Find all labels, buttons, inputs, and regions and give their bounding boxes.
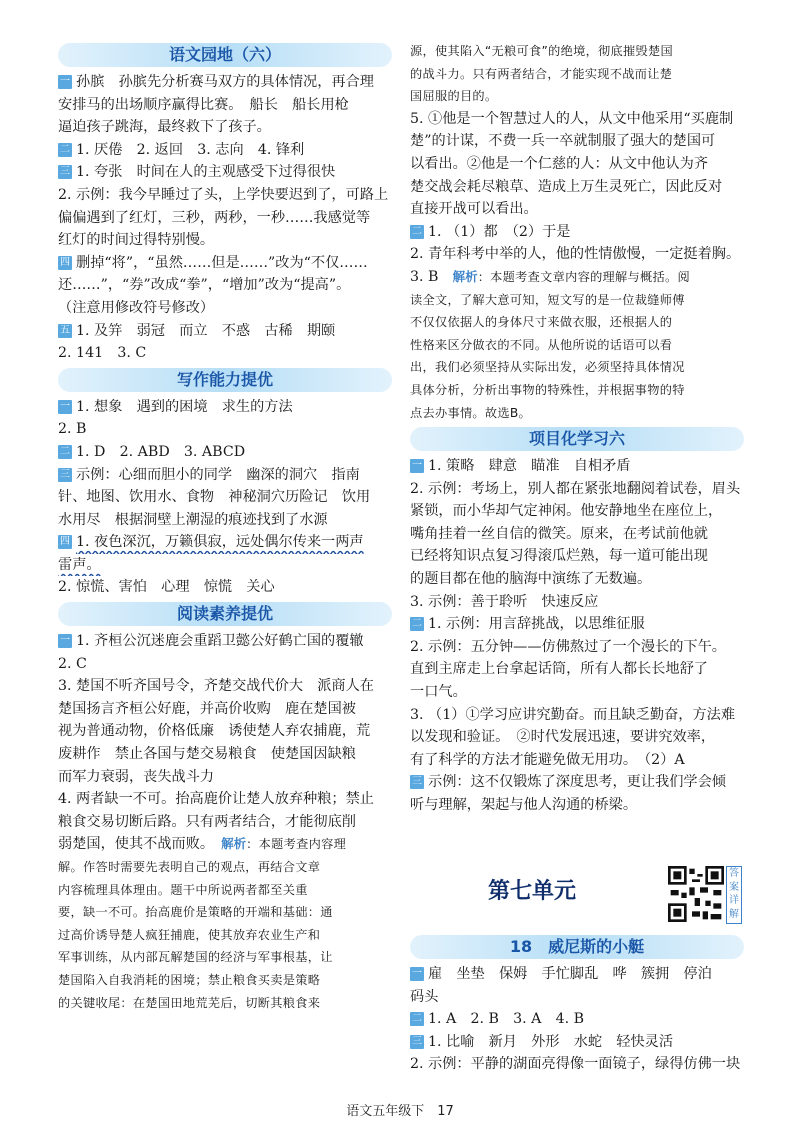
- answer-line: 二 1. 厌倦 2. 返回 3. 志向 4. 锋利: [60, 141, 305, 158]
- answer-line: 二 1. 示例：用言辞挑战，以思维征服: [412, 616, 645, 633]
- answer-line: 视为普通动物，价格低廉 诱使楚人弃农捕鹿，荒: [58, 723, 371, 740]
- qr-code-icon[interactable]: [668, 866, 724, 922]
- answer-line: 三 示例：这不仅锻炼了深度思考，更让我们学会倾: [412, 774, 726, 791]
- answer-line: 3. B 解析：本题考查文章内容的理解与概括。阅: [410, 268, 690, 285]
- analysis-line: 解。作答时需要先表明自己的观点，再结合文章: [58, 860, 321, 874]
- answer-line: 偏偏遇到了红灯，三秒，两秒，一秒……我感觉等: [58, 209, 371, 226]
- page-footer: 语文五年级下 17: [346, 1104, 454, 1119]
- answer-line: 2. 示例：平静的湖面亮得像一面镜子，绿得仿佛一块: [410, 1056, 741, 1073]
- analysis-label: 解析: [452, 268, 478, 284]
- answer-line: 水用尽 根据洞壁上潮湿的痕迹找到了水源: [58, 511, 328, 528]
- answer-detail-tag: 答案详解: [726, 866, 742, 924]
- answer-line: 粮食交易切断后路。只有两者结合，才能彻底削: [58, 813, 356, 830]
- analysis-line: 出，我们必须坚持从实际出发，必须坚持具体情况: [410, 360, 685, 375]
- answer-line: 听与理解，架起与他人沟通的桥梁。: [410, 797, 638, 813]
- section-mark: 一: [60, 76, 70, 87]
- answer-line: 3. 楚国不听齐国号令，齐楚交战代价大 派商人在: [58, 678, 374, 695]
- answer-line: 的题目都在他的脑海中演练了无数遍。: [410, 571, 652, 588]
- answer-line: 已经将知识点复习得滚瓜烂熟，每一道可能出现: [410, 548, 708, 565]
- analysis-line: 的关键收尾：在楚国田地荒芜后，切断其粮食来: [58, 995, 321, 1010]
- answer-line: 三 1. 比喻 新月 外形 水蛇 轻快灵活: [412, 1033, 674, 1050]
- analysis-line: 源，使其陷入“无粮可食”的绝境，彻底摧毁楚国: [410, 44, 673, 58]
- answer-line: 四 1. 夜色深沉，万籁俱寂，远处偶尔传来一两声: [60, 534, 364, 551]
- section-mark: 一: [412, 968, 422, 979]
- answer-line: 2. 示例：我今早睡过了头，上学快要迟到了，可路上: [58, 186, 389, 203]
- section-banner-yuwenyuandi: 语文园地（六）: [58, 43, 392, 67]
- answer-line: 二 1. （1）都 （2）于是: [412, 223, 571, 240]
- analysis-line: 点去办事情。故选B。: [410, 405, 532, 420]
- answer-line: 一 孙膑 孙膑先分析赛马双方的具体情况，再合理: [60, 74, 374, 90]
- section-mark: 二: [412, 1013, 422, 1025]
- answer-line: 一 雇 坐垫 保姆 手忙脚乱 哗 簇拥 停泊: [412, 966, 712, 982]
- answer-line: 五 1. 及笄 弱冠 而立 不惑 古稀 期颐: [60, 322, 336, 339]
- section-banner-xiangmu: 项目化学习六: [410, 427, 744, 451]
- answer-line: 而军力衰弱，丧失战斗力: [58, 768, 215, 785]
- answer-line: 2. 141 3. C: [58, 345, 147, 362]
- section-mark: 四: [60, 256, 70, 268]
- answer-line: 二 1. D 2. ABD 3. ABCD: [60, 443, 246, 460]
- right-column: [410, 40, 744, 817]
- answer-line: 2. C: [58, 655, 87, 672]
- left-column: [58, 40, 392, 1014]
- answer-line: 废耕作 禁止各国与楚交易粮食 使楚国因缺粮: [58, 746, 356, 763]
- section-banner-lesson-18: 18 威尼斯的小艇: [410, 935, 744, 959]
- answer-line: 四 删掉“将”，“虽然……但是……”改为“不仅……: [60, 254, 368, 271]
- answer-line: 一 1. 策略 肆意 瞄准 自相矛盾: [412, 458, 631, 475]
- answer-line: 雷声。: [58, 556, 101, 573]
- answer-line: 楚交战会耗尽粮草、造成上万生灵死亡，因此反对: [410, 178, 723, 195]
- section-mark: 四: [60, 536, 70, 548]
- answer-line: 4. 两者缺一不可。抬高鹿价让楚人放弃种粮；禁止: [58, 791, 374, 808]
- analysis-line: 楚国陷入自我消耗的困境；禁止粮食买卖是策略: [58, 972, 321, 987]
- answer-line: 有了科学的方法才能避免做无用功。 （2）A: [410, 751, 685, 768]
- answer-line: 紧锁，而小华却气定神闲。他安静地坐在座位上，: [410, 503, 723, 520]
- answer-line: 楚”的计谋，不费一兵一卒就制服了强大的楚国可: [410, 133, 716, 150]
- answer-line: 2. 示例：考场上，别人都在紧张地翻阅着试卷，眉头: [410, 480, 741, 497]
- answer-line: 一口气。: [410, 684, 467, 701]
- section-banner-yuedu: 阅读素养提优: [58, 602, 392, 626]
- answer-line: 3. 示例：善于聆听 快速反应: [410, 593, 599, 610]
- answer-line: 红灯的时间过得特别慢。: [58, 232, 215, 249]
- analysis-line: 读全文，了解大意可知，短文写的是一位裁缝师傅: [410, 292, 685, 307]
- answer-line: 楚国扬言齐桓公好鹿，并高价收购 鹿在楚国被: [58, 700, 356, 717]
- section-mark: 五: [60, 324, 70, 336]
- answer-line: 直接开战可以看出。: [410, 201, 538, 218]
- unit-title: 第七单元: [487, 878, 576, 904]
- analysis-line: 军事训练，从内部瓦解楚国的经济与军事根基，让: [58, 950, 333, 965]
- answer-line: （注意用修改符号修改）: [58, 299, 215, 316]
- answer-line: 以看出。②他是一个仁慈的人：从文中他认为齐: [410, 155, 708, 172]
- answer-line: 嘴角挂着一丝自信的微笑。原来，在考试前他就: [410, 525, 708, 542]
- answer-line: 码头: [410, 988, 439, 1005]
- analysis-line: 性格来区分做衣的不同。从他所说的话语可以看: [410, 337, 673, 352]
- answer-line: 三 1. 夸张 时间在人的主观感受下过得很快: [60, 164, 336, 181]
- section-mark: 二: [412, 225, 422, 237]
- section-banner-xiezuo: 写作能力提优: [58, 368, 392, 392]
- section-mark: 一: [60, 400, 70, 412]
- analysis-line: 过高价诱导楚人疯狂捕鹿，使其放弃农业生产和: [58, 927, 321, 942]
- analysis-line: 具体分析，分析出事物的特殊性，并根据事物的特: [410, 382, 685, 397]
- answer-line: 三 示例：心细而胆小的同学 幽深的洞穴 指南: [60, 466, 360, 483]
- answer-line: 二 1. A 2. B 3. A 4. B: [412, 1011, 585, 1028]
- answer-line: 2. 青年科考中举的人，他的性情傲慢，一定挺着胸。: [410, 246, 741, 263]
- answer-line: 一 1. 想象 遇到的困境 求生的方法: [60, 398, 293, 415]
- section-mark: 三: [60, 468, 70, 480]
- section-mark: 三: [60, 166, 70, 178]
- analysis-line: 要，缺一不可。抬高鹿价是策略的开端和基础：通: [58, 905, 333, 920]
- analysis-line: 不仅仅依据人的身体尺寸来做衣服，还根据人的: [410, 315, 673, 330]
- answer-line: 5. ①他是一个智慧过人的人，从文中他采用“买鹿制: [410, 110, 734, 127]
- answer-line: 2. 惊慌、害怕 心理 惊慌 关心: [58, 579, 275, 596]
- section-mark: 二: [60, 143, 70, 155]
- unit-seven-block: [410, 932, 744, 1076]
- section-mark: 一: [60, 635, 70, 647]
- answer-line: 弱楚国，使其不战而败。 解析：本题考查内容理: [58, 836, 347, 853]
- section-mark: 二: [412, 618, 422, 630]
- answer-line: 以发现和验证。 ②时代发展迅速，要讲究效率，: [410, 729, 716, 746]
- answer-line: 2. B: [58, 421, 87, 438]
- section-mark: 三: [412, 776, 422, 788]
- answer-line: 一 1. 齐桓公沉迷鹿会重蹈卫懿公好鹤亡国的覆辙: [60, 633, 364, 650]
- answer-line: 安排马的出场顺序赢得比赛。 船长 船长用枪: [58, 96, 349, 113]
- answer-line: 2. 示例：五分钟——仿佛熬过了一个漫长的下午。: [410, 638, 726, 655]
- analysis-line: 内容梳理具体理由。题干中所说两者都至关重: [58, 882, 308, 897]
- section-mark: 二: [60, 445, 70, 457]
- answer-line: 直到主席走上台拿起话筒，所有人都长长地舒了: [410, 661, 708, 678]
- analysis-line: 的战斗力。只有两者结合，才能实现不战而让楚: [410, 66, 673, 81]
- answer-line: 针、地图、饮用水、食物 神秘洞穴历险记 饮用: [58, 489, 371, 506]
- section-mark: 三: [412, 1035, 422, 1047]
- analysis-line: 国屈服的目的。: [410, 89, 498, 104]
- answer-line: 还……”，“券”改成“拳”，“增加”改为“提高”。: [58, 277, 351, 294]
- analysis-label: 解析: [221, 836, 247, 852]
- answer-line: 逼迫孩子跳海，最终救下了孩子。: [58, 119, 271, 136]
- section-mark: 一: [412, 460, 422, 472]
- answer-line: 3. （1）①学习应讲究勤奋。而且缺乏勤奋，方法难: [410, 706, 736, 723]
